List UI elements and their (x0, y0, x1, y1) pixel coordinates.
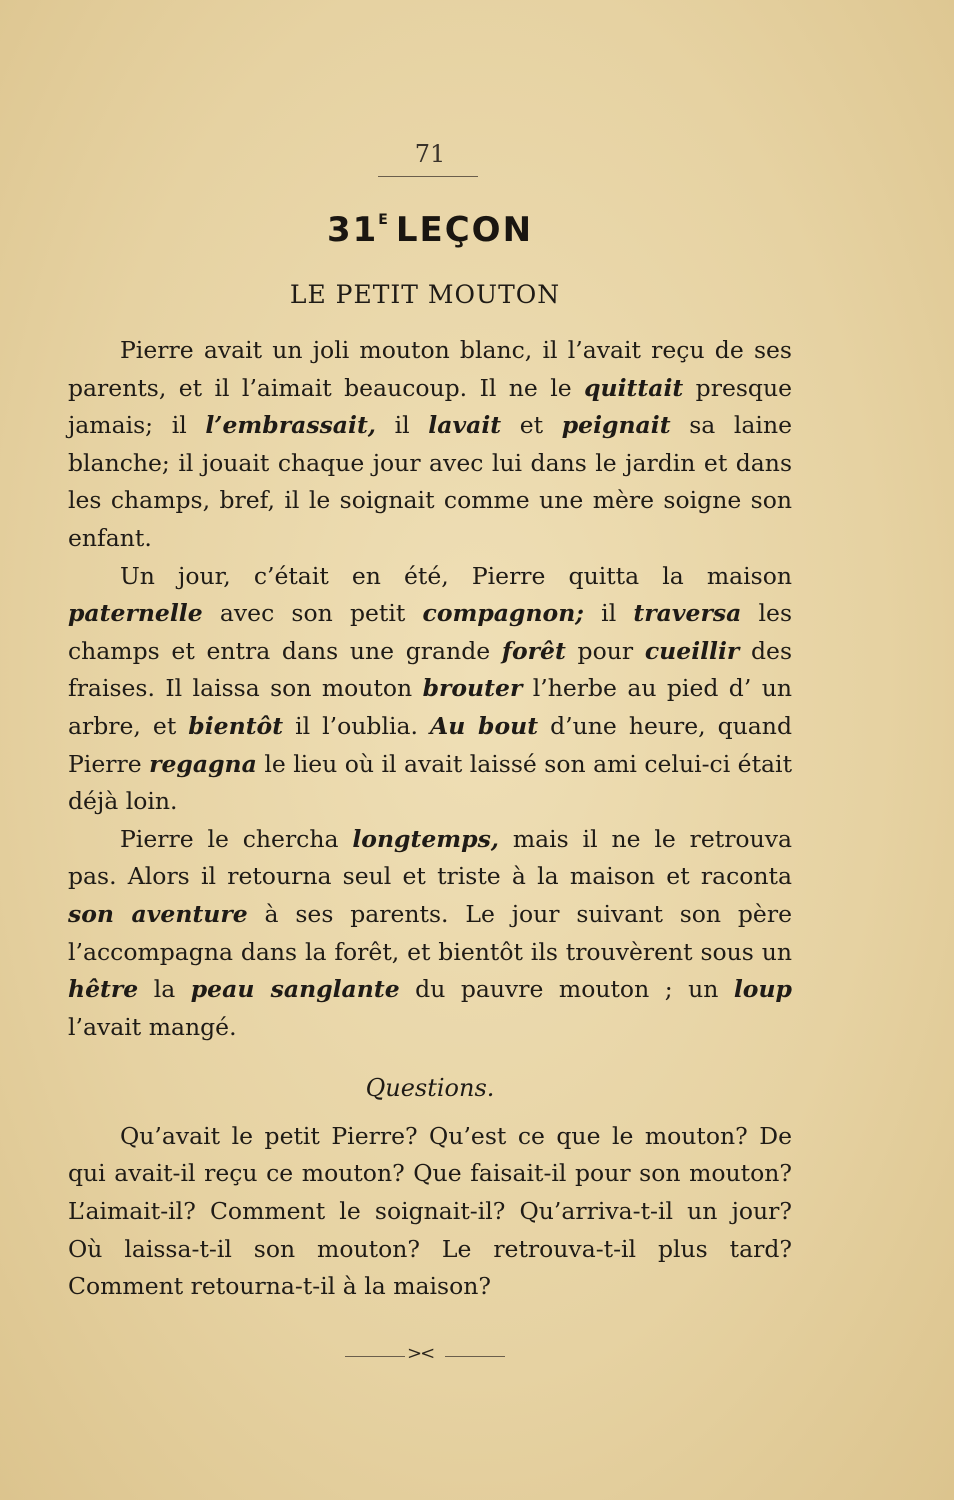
text-run: il (376, 411, 429, 440)
questions-text: Qu’avait le petit Pierre? Qu’est ce que le mouton? De qui avait-il reçu ce mouton? Que faisait-il pour son mouton? L’aimait-il? Comment le soignait-il? Qu’arriva-t-il un jour? Où laissa-t-il son mouton? Le retrouva-t-il plus tard? Comment retourna-t-il à la maison? (68, 1121, 792, 1301)
text-run: avec son petit (202, 599, 423, 628)
text-run: Un jour, c’était en été, Pierre quitta la maison (120, 561, 792, 590)
text-run: et (501, 411, 562, 440)
emphasized-word: peau sanglante (190, 975, 400, 1004)
emphasized-word: loup (733, 975, 792, 1004)
text-run: des fraises. Il laissa son mouton (68, 636, 793, 703)
paragraph-3 (68, 821, 792, 1047)
emphasized-word: peignait (561, 411, 671, 440)
emphasized-word: quittait (584, 373, 684, 402)
lesson-heading (0, 210, 860, 250)
paragraph-2 (68, 558, 792, 821)
emphasized-word: paternelle (68, 599, 203, 628)
lesson-suffix: E (378, 212, 390, 228)
emphasized-word: regagna (149, 749, 257, 778)
text-run: il (583, 599, 634, 628)
emphasized-word: compagnon; (422, 599, 584, 628)
text-run: d’une heure, quand Pierre (68, 711, 792, 778)
emphasized-word: son aventure (68, 899, 248, 928)
text-run: l’herbe au pied d’ un arbre, et (68, 674, 792, 740)
story-body (68, 332, 792, 1306)
text-run: à ses parents. Le jour suivant son père l’accompagna dans la forêt, et bientôt ils trouvèrent sous un (68, 899, 792, 966)
emphasized-word: bientôt (188, 711, 284, 740)
text-run: le lieu où il avait laissé son ami celui-ci était déjà loin. (68, 749, 793, 816)
text-run: l’avait mangé. (68, 1012, 237, 1041)
emphasized-word: brouter (422, 674, 523, 703)
scissors-ornament-icon: >< (407, 1343, 434, 1364)
text-run: sa laine blanche; il jouait chaque jour avec lui dans le jardin et dans les champs, bref, il le soignait comme une mère soigne son enfant. (68, 411, 792, 552)
text-run: presque jamais; il (68, 373, 792, 440)
page-number: 71 (414, 140, 446, 168)
emphasized-word: lavait (428, 411, 502, 440)
lesson-word: LEÇON (395, 210, 534, 250)
paragraph-1 (68, 332, 792, 558)
emphasized-word: hêtre (68, 975, 139, 1004)
questions-heading: Questions. (365, 1074, 495, 1103)
emphasized-word: cueillir (644, 636, 740, 665)
text-run: les champs et entra dans une grande (68, 599, 792, 665)
emphasized-word: l’embrassait, (205, 411, 376, 440)
ornament-rule-left (345, 1356, 405, 1357)
text-run: Pierre le chercha (120, 824, 353, 853)
text-run: pour (565, 636, 645, 665)
text-run: il l’oublia. (283, 711, 430, 740)
story-title: LE PETIT MOUTON (289, 280, 561, 309)
emphasized-word: traversa (633, 599, 742, 628)
header-rule (378, 176, 478, 177)
end-ornament (345, 1343, 505, 1366)
emphasized-word: Au bout (430, 711, 539, 740)
emphasized-word: forêt (501, 636, 566, 665)
lesson-number: 31 (326, 210, 379, 250)
text-run: du pauvre mouton ; un (399, 975, 734, 1004)
text-run: Pierre avait un joli mouton blanc, il l’avait reçu de ses parents, et il l’aimait beaucoup. Il ne le (68, 336, 792, 402)
emphasized-word: longtemps, (352, 824, 499, 853)
text-run: la (138, 975, 191, 1004)
text-run: mais il ne le retrouva pas. Alors il retourna seul et triste à la maison et raconta (68, 824, 793, 891)
ornament-rule-right (445, 1356, 505, 1357)
